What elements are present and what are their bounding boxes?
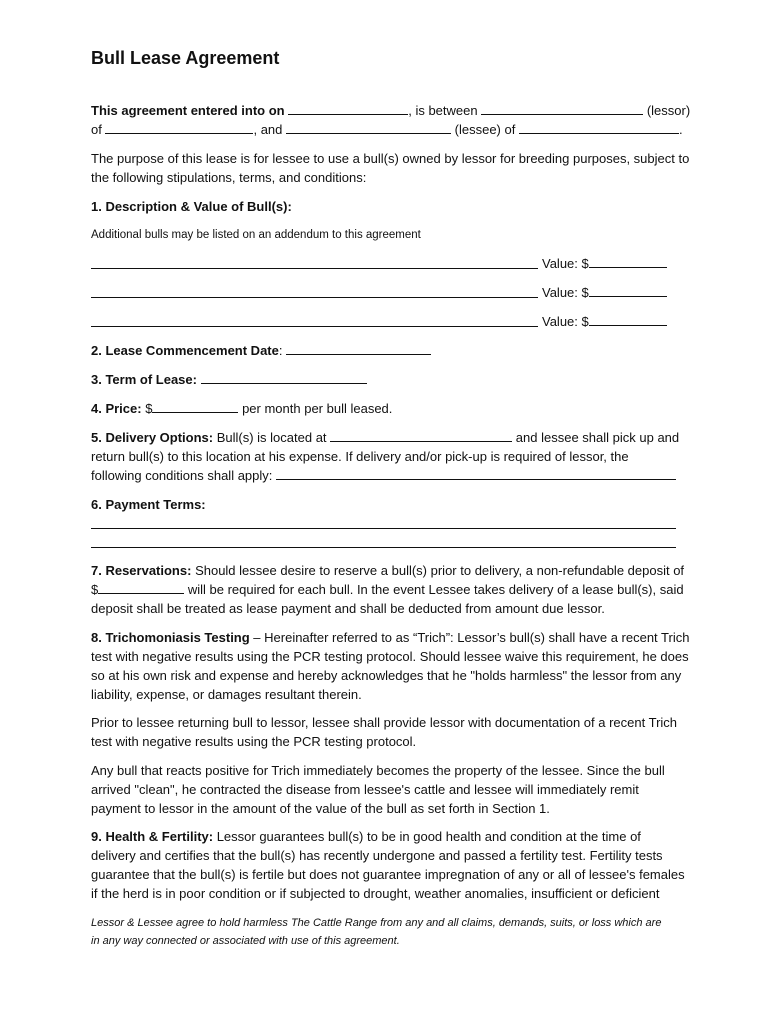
section-4-suffix: per month per bull leased. bbox=[242, 401, 393, 416]
lessor-name-blank[interactable] bbox=[481, 101, 643, 115]
intro-period: . bbox=[678, 122, 683, 137]
price-blank[interactable] bbox=[152, 399, 238, 413]
section-7-dollar: $ bbox=[91, 582, 99, 597]
lessee-address-blank[interactable] bbox=[519, 120, 679, 134]
positive-paragraph-line-2: arrived "clean", he contracted the disease from lessee's cattle and lessee will immediately remit bbox=[91, 782, 639, 797]
bull-value-blank-1[interactable] bbox=[589, 254, 667, 268]
intro-line-2 bbox=[91, 120, 683, 139]
bull-value-row-1 bbox=[542, 254, 667, 273]
positive-paragraph-line-3: payment to lessor in the amount of the value of the bull as set forth in Section 1. bbox=[91, 801, 550, 816]
bull-description-line-2[interactable] bbox=[91, 297, 538, 298]
deposit-amount-blank[interactable] bbox=[98, 580, 184, 594]
bull-description-line-3[interactable] bbox=[91, 326, 538, 327]
intro-line-1 bbox=[91, 101, 690, 120]
payment-terms-line-1[interactable] bbox=[91, 528, 676, 529]
section-2-label: 2. Lease Commencement Date bbox=[91, 343, 279, 358]
purpose-line-2: the following stipulations, terms, and conditions: bbox=[91, 170, 367, 185]
section-8-text-1: – Hereinafter referred to as “Trich”: Lessor’s bull(s) shall have a recent Trich bbox=[249, 630, 690, 645]
section-7-line-1 bbox=[91, 561, 684, 580]
section-4-row bbox=[91, 399, 392, 418]
section-5-line-3 bbox=[91, 466, 676, 485]
section-8-label: 8. Trichomoniasis Testing bbox=[91, 630, 250, 645]
section-4-label: 4. Price: bbox=[91, 401, 142, 416]
footer-disclaimer-line-2: in any way connected or associated with use of this agreement. bbox=[91, 935, 400, 947]
delivery-conditions-blank[interactable] bbox=[276, 466, 676, 480]
intro-is-between: , is between bbox=[408, 103, 478, 118]
return-paragraph-line-1: Prior to lessee returning bull to lessor, lessee shall provide lessor with documentation of a recent Trich bbox=[91, 715, 678, 730]
section-2-row bbox=[91, 341, 431, 360]
value-label: Value: $ bbox=[542, 256, 589, 271]
section-7-line-2 bbox=[91, 580, 684, 599]
section-5-text-2: and lessee shall pick up and bbox=[515, 430, 680, 445]
value-label: Value: $ bbox=[542, 285, 589, 300]
section-7-text-1: Should lessee desire to reserve a bull(s) prior to delivery, a non-refundable deposit of bbox=[195, 563, 685, 578]
intro-lead: This agreement entered into on bbox=[91, 103, 285, 118]
bull-value-blank-2[interactable] bbox=[589, 283, 667, 297]
intro-lessee-of: (lessee) of bbox=[454, 122, 516, 137]
section-8-line-2: test with negative results using the PCR testing protocol. Should lessee waive this requirement, he does bbox=[91, 649, 689, 664]
purpose-line-1: The purpose of this lease is for lessee to use a bull(s) owned by lessor for breeding purposes, subject to bbox=[91, 151, 690, 166]
bull-value-row-2 bbox=[542, 283, 667, 302]
section-9-line-1 bbox=[91, 827, 641, 846]
bull-description-line-1[interactable] bbox=[91, 268, 538, 269]
section-5-text-3: following conditions shall apply: bbox=[91, 468, 273, 483]
lessee-name-blank[interactable] bbox=[286, 120, 451, 134]
section-8-line-1 bbox=[91, 628, 689, 647]
agreement-date-blank[interactable] bbox=[288, 101, 408, 115]
section-1-note: Additional bulls may be listed on an addendum to this agreement bbox=[91, 229, 421, 241]
return-paragraph-line-2: test with negative results using the PCR testing protocol. bbox=[91, 734, 417, 749]
section-2-colon: : bbox=[278, 343, 283, 358]
document-title: Bull Lease Agreement bbox=[91, 48, 280, 68]
intro-and: , and bbox=[253, 122, 283, 137]
footer-disclaimer-line-1: Lessor & Lessee agree to hold harmless The Cattle Range from any and all claims, demands, suits, or loss which are bbox=[91, 917, 662, 929]
commencement-date-blank[interactable] bbox=[286, 341, 431, 355]
section-5-text-1: Bull(s) is located at bbox=[216, 430, 327, 445]
bull-value-row-3 bbox=[542, 312, 667, 331]
section-8-line-4: liability, expense, or damages resultant therein. bbox=[91, 687, 362, 702]
bull-value-blank-3[interactable] bbox=[589, 312, 667, 326]
section-7-text-2: will be required for each bull. In the event Lessee takes delivery of a lease bull(s), said bbox=[187, 582, 684, 597]
section-8-line-3: so at his own risk and expense and hereby acknowledges that he "holds harmless" the lessor from any bbox=[91, 668, 682, 683]
section-6-label: 6. Payment Terms: bbox=[91, 497, 206, 512]
section-5-line-1 bbox=[91, 428, 679, 447]
payment-terms-line-2[interactable] bbox=[91, 547, 676, 548]
lessor-address-blank[interactable] bbox=[105, 120, 253, 134]
intro-lessor: (lessor) bbox=[646, 103, 691, 118]
value-label: Value: $ bbox=[542, 314, 589, 329]
lease-term-blank[interactable] bbox=[201, 370, 367, 384]
section-9-line-4: if the herd is in poor condition or if subjected to drought, weather anomalies, insufficient or deficient bbox=[91, 886, 660, 901]
section-9-line-2: delivery and certifies that the bull(s) has recently undergone and passed a fertility test. Fertility tests bbox=[91, 848, 663, 863]
section-3-row bbox=[91, 370, 367, 389]
positive-paragraph-line-1: Any bull that reacts positive for Trich immediately becomes the property of the lessee. Since the bull bbox=[91, 763, 665, 778]
section-9-label: 9. Health & Fertility: bbox=[91, 829, 214, 844]
section-7-line-3: deposit shall be treated as lease payment and shall be deducted from amount due lessor. bbox=[91, 601, 605, 616]
section-9-text-1: Lessor guarantees bull(s) to be in good health and condition at the time of bbox=[213, 829, 641, 844]
bull-location-blank[interactable] bbox=[330, 428, 512, 442]
section-9-line-3: guarantee that the bull(s) is fertile but does not guarantee impregnation of any or all of lessee's females bbox=[91, 867, 685, 882]
intro-of: of bbox=[91, 122, 102, 137]
section-7-label: 7. Reservations: bbox=[91, 563, 192, 578]
section-5-label: 5. Delivery Options: bbox=[91, 430, 214, 445]
section-1-heading: 1. Description & Value of Bull(s): bbox=[91, 199, 292, 214]
section-5-line-2: return bull(s) to this location at his expense. If delivery and/or pick-up is required of lessor, the bbox=[91, 449, 629, 464]
section-4-dollar: $ bbox=[145, 401, 153, 416]
section-3-label: 3. Term of Lease: bbox=[91, 372, 197, 387]
